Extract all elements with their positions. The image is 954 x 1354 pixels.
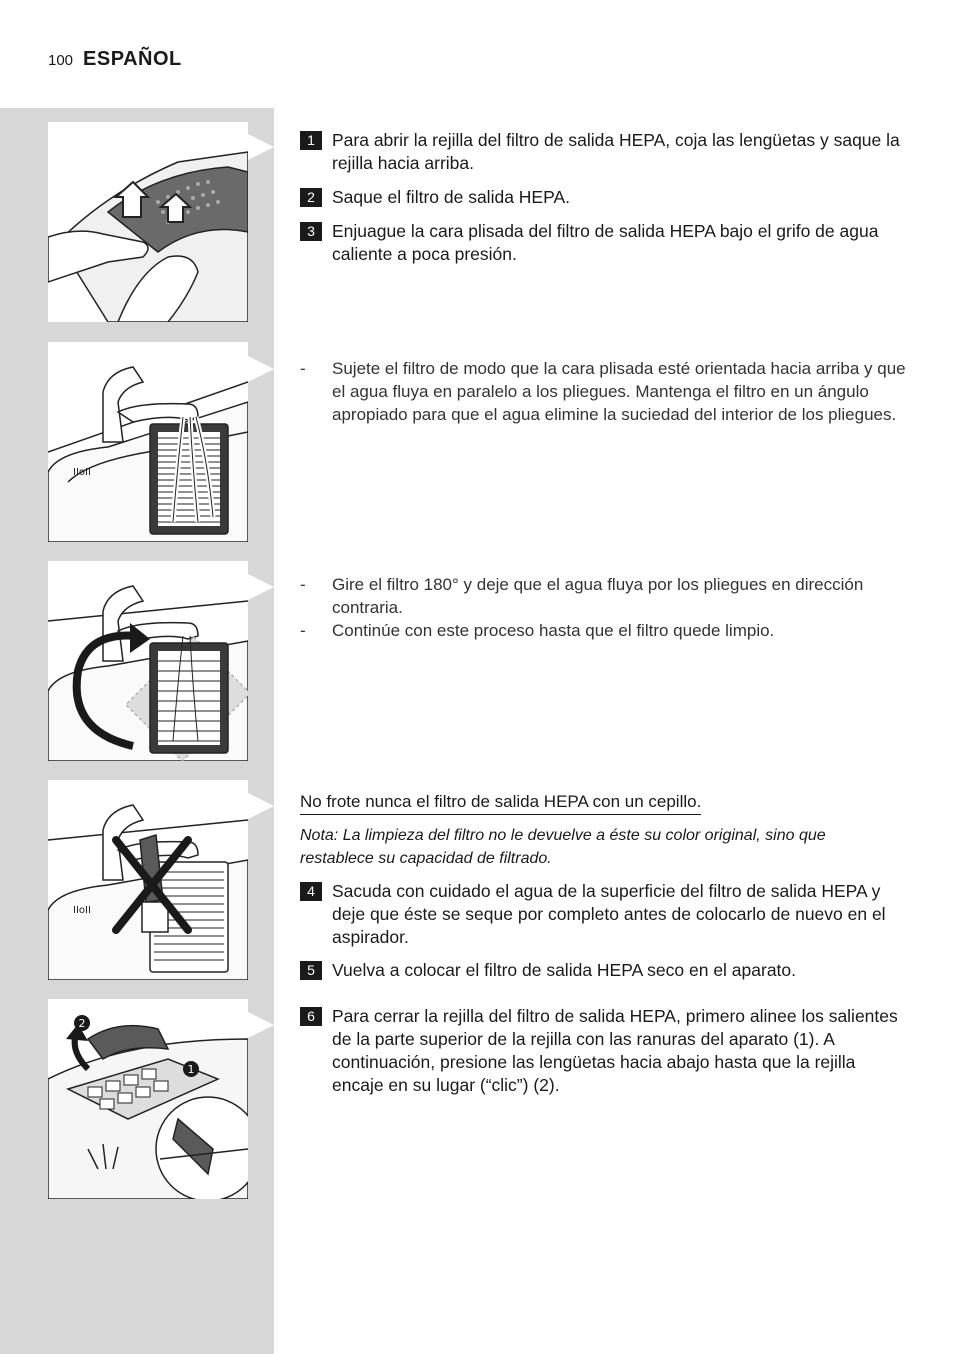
step-text: Sacuda con cuidado el agua de la superficie del filtro de salida HEPA y deje que éste se seque por completo antes de colocarlo de nuevo en el aspirador. [332,881,886,947]
step-number: 2 [300,188,322,207]
section-language-title: ESPAÑOL [83,48,182,70]
step-item [300,1005,910,1097]
illustration-pointer [248,793,274,819]
bullet-item [300,573,910,619]
step-text: Para cerrar la rejilla del filtro de salida HEPA, primero alinee los salientes de la parte superior de la rejilla con las ranuras del aparato (1). A continuación, presione las lengüetas hacia abajo hasta que la rejilla encaje en su lugar (“clic”) (2). [332,1006,898,1095]
illustration-rotate-filter [48,561,248,761]
illustration-pointer [248,356,274,382]
marker-two: 2 [78,1017,86,1030]
step-number: 6 [300,1007,322,1026]
step-item [300,959,910,982]
step-text: Saque el filtro de salida HEPA. [332,187,571,207]
sink-logo: IIoII [73,467,91,478]
page-number: 100 [48,52,74,69]
illustration-close-grille [48,999,248,1199]
marker-one: 1 [187,1063,195,1076]
illustration-rinse-filter [48,342,248,542]
warning-text: No frote nunca el filtro de salida HEPA con un cepillo. [300,790,701,815]
illustration-open-grille [48,122,248,322]
page-header [48,48,182,74]
illustration-pointer [248,1012,274,1038]
step-item [300,129,910,175]
step-item [300,186,910,209]
bullet-dash: - [300,359,306,378]
bullet-item [300,619,910,642]
step-item [300,220,910,266]
illustration-pointer [248,574,274,600]
bullet-dash: - [300,621,306,640]
illustration-pointer [248,134,274,160]
note-text: Nota: La limpieza del filtro no le devuelve a éste su color original, sino que restablece su capacidad de filtrado. [300,827,826,867]
step-text: Enjuague la cara plisada del filtro de salida HEPA bajo el grifo de agua caliente a poca presión. [332,221,879,264]
bullet-text: Gire el filtro 180° y deje que el agua fluya por los pliegues en dirección contraria. [332,575,864,617]
bullet-text: Sujete el filtro de modo que la cara plisada esté orientada hacia arriba y que el agua fluya en paralelo a los pliegues. Mantenga el filtro en un ángulo apropiado para que el agua elimine la suciedad del interior de los pliegues. [332,359,906,424]
step-text: Para abrir la rejilla del filtro de salida HEPA, coja las lengüetas y saque la rejilla hacia arriba. [332,130,900,173]
step-number: 1 [300,131,322,150]
step-text: Vuelva a colocar el filtro de salida HEPA seco en el aparato. [332,960,797,980]
bullet-dash: - [300,575,306,594]
step-number: 4 [300,882,322,901]
step-number: 3 [300,222,322,241]
illustration-no-brush [48,780,248,980]
bullet-text: Continúe con este proceso hasta que el filtro quede limpio. [332,621,775,640]
sink-logo: IIoII [73,905,91,916]
step-item [300,880,910,949]
bullet-item [300,357,910,426]
step-number: 5 [300,961,322,980]
